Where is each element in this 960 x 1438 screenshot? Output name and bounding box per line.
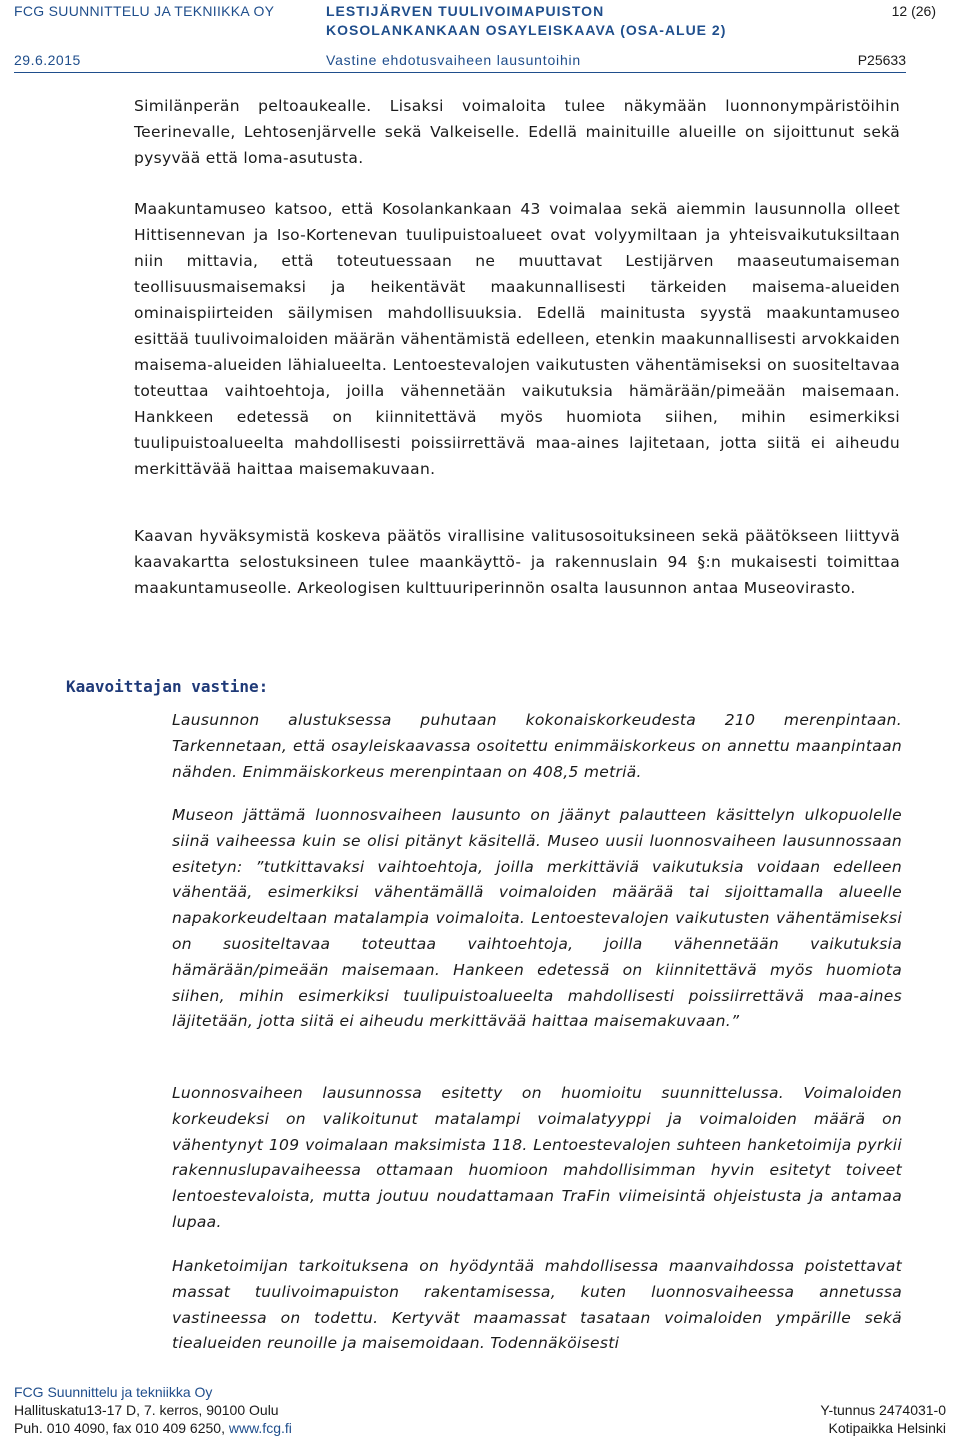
footer-phone: Puh. 010 4090, fax 010 409 6250, xyxy=(14,1420,229,1436)
response-paragraph-4: Hanketoimijan tarkoituksena on hyödyntää mahdollisessa maanvaihdossa poistettavat massat tuulivoimapuiston rakentamisessa, kuten luonnosvaiheessa annetussa vastineessa on todettu. Kertyvät maamassat tasataan voimaloiden ympärille sekä tiealueiden reunoille ja maisemoidaan. Todennäköisesti xyxy=(172,1257,902,1353)
document-title-line-2: KOSOLANKANKAAN OSAYLEISKAAVA (OSA-ALUE 2) xyxy=(326,22,727,38)
response-paragraph-3: Luonnosvaiheen lausunnossa esitetty on huomioitu suunnittelussa. Voimaloiden korkeudeksi on valikoitunut matalampi voimalatyyppi ja voimaloiden määrä on vähentynyt 109 voimalaan maksimista 118. Lentoestevalojen suhteen hanketoimija pyrkii rakennuslupavaiheessa ottamaan huomioon mahdollisimman hyvin esitetyt toiveet lentoestevaloista, mutta joutuu noudattamaan TraFin viimeisintä ohjeistusta ja antamaa lupaa. xyxy=(172,1084,902,1231)
document-title-line-1: LESTIJÄRVEN TUULIVOIMAPUISTON xyxy=(326,3,605,19)
header-company: FCG SUUNNITTELU JA TEKNIIKKA OY xyxy=(14,3,275,19)
statement-paragraph-3: Kaavan hyväksymistä koskeva päätös virallisine valitusosoituksineen sekä päätökseen liittyvä kaavakartta selostuksineen tulee maankäyttö- ja rakennuslain 94 §:n mukaisesti toimittaa maakuntamuseolle. Arkeologisen kulttuuriperinnön osalta lausunnon antaa Museovirasto. xyxy=(134,527,900,597)
footer-domicile: Kotipaikka Helsinki xyxy=(828,1420,946,1436)
footer-registration xyxy=(820,1401,946,1437)
response-paragraph-2: Museon jättämä luonnosvaiheen lausunto on jäänyt palautteen käsittelyn ulkopuolelle siinä vaiheessa kuin se olisi pitänyt käsitellä. Museo uusii luonnosvaiheen lausunnossaan esitetyn: ”tutkittavaksi vaihtoehtoja, joilla merkittäviä vaikutuksia voidaan edelleen vähentää, esimerkiksi vähentämällä voimaloiden määrää tai sijoittamalla alueelle napakorkeudeltaan matalampia voimaloita. Lentoestevalojen vaikutusten vähentämiseksi on suositeltavaa toteuttaa vaihtoehtoja, joilla vähennetään vaikutuksia hämärään/pimeään maisemaan. Hankeen edetessä on kiinnitettävä myös huomiota siihen, mihin esimerkiksi tuulipuistoalueelta mahdollisesti poissiirrettävä maa-aines läjitetään, jotta siitä ei aiheudu merkittävää haittaa maisemakuvaan.” xyxy=(172,806,902,1031)
project-code: P25633 xyxy=(857,52,906,68)
footer-company: FCG Suunnittelu ja tekniikka Oy xyxy=(14,1384,213,1400)
document-title xyxy=(326,2,726,40)
document-subtitle: Vastine ehdotusvaiheen lausuntoihin xyxy=(326,52,582,68)
statement-paragraph-2: Maakuntamuseo katsoo, että Kosolankankaan 43 voimalaa sekä aiemmin lausunnolla olleet Hittisennevan ja Iso-Kortenevan tuulipuistoalueet ovat volyymiltaan ja yhteisvaikutuksiltaan niin mittavia, että toteutuessaan ne muuttavat Lestijärven maaseutumaiseman teollisuusmaisemaksi ja heikentävät maakunnallisesti tärkeiden maisema-alueiden ominaispiirteiden säilymisen mahdollisuuksia. Edellä mainitusta syystä maakuntamuseo esittää tuulivoimaloiden määrän vähentämistä edelleen, etenkin maakunnallisesti arvokkaiden maisema-alueiden lähialueelta. Lentoestevalojen vaikutusten vähentämiseksi on suositeltavaa toteuttaa vaihtoehtoja, joilla vähennetään vaikutuksia hämärään/pimeään maisemaan. Hankkeen edetessä on kiinnitettävä myös huomiota siihen, mihin esimerkiksi tuulipuistoalueelta mahdollisesti poissiirrettävä maa-aines lajitetaan, jotta siitä ei aiheudu merkittävää haittaa maisemakuvaan. xyxy=(134,200,900,478)
footer-phone-line xyxy=(14,1419,292,1437)
statement-paragraph-1: Similänperän peltoaukealle. Lisaksi voimaloita tulee näkymään luonnonympäristöihin Teerinevalle, Lehtosenjärvelle sekä Valkeiselle. Edellä mainituille alueille on sijoittunut sekä pysyvää että loma-asutusta. xyxy=(134,97,900,167)
page-subheader xyxy=(14,52,906,73)
page-header xyxy=(14,0,946,40)
footer-business-id: Y-tunnus 2474031-0 xyxy=(820,1402,946,1418)
document-date: 29.6.2015 xyxy=(14,52,81,68)
footer-website-link[interactable]: www.fcg.fi xyxy=(228,1420,292,1436)
response-heading: Kaavoittajan vastine: xyxy=(66,677,269,696)
page-number: 12 (26) xyxy=(891,3,936,19)
footer-address: Hallituskatu13-17 D, 7. kerros, 90100 Oulu xyxy=(14,1402,279,1418)
page-footer xyxy=(14,1383,946,1437)
footer-contact xyxy=(14,1383,292,1437)
response-paragraph-1: Lausunnon alustuksessa puhutaan kokonaiskorkeudesta 210 merenpintaan. Tarkennetaan, että osayleiskaavassa osoitettu enimmäiskorkeus on annettu maanpintaan nähden. Enimmäiskorkeus merenpintaan on 408,5 metriä. xyxy=(172,711,902,781)
